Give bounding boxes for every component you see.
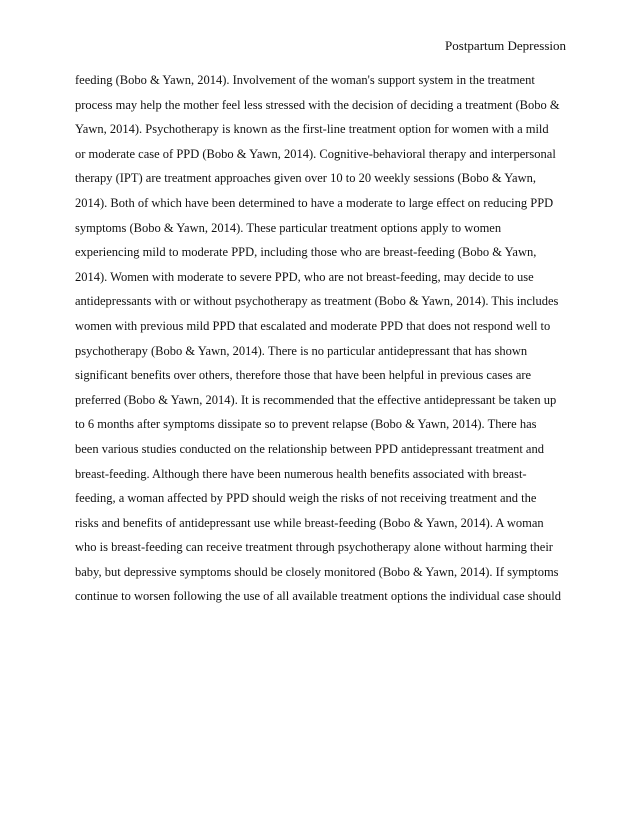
text-line: experiencing mild to moderate PPD, including those who are breast-feeding (Bobo & Yawn, — [75, 245, 537, 260]
running-head: Postpartum Depression — [445, 38, 566, 53]
text-line: who is breast-feeding can receive treatment through psychotherapy alone without harming their — [75, 540, 553, 555]
text-line: therapy (IPT) are treatment approaches given over 10 to 20 weekly sessions (Bobo & Yawn, — [75, 171, 536, 186]
text-line: or moderate case of PPD (Bobo & Yawn, 2014). Cognitive-behavioral therapy and interpersonal — [75, 146, 556, 161]
text-line: significant benefits over others, therefore those that have been helpful in previous cases are — [75, 368, 532, 383]
text-line: baby, but depressive symptoms should be closely monitored (Bobo & Yawn, 2014). If symptoms — [75, 564, 559, 579]
text-line: symptoms (Bobo & Yawn, 2014). These particular treatment options apply to women — [75, 220, 502, 235]
text-line: Yawn, 2014). Psychotherapy is known as the first-line treatment option for women with a mild — [75, 122, 549, 137]
text-line: been various studies conducted on the relationship between PPD antidepressant treatment and — [75, 441, 544, 456]
text-line: preferred (Bobo & Yawn, 2014). It is recommended that the effective antidepressant be taken up — [75, 392, 557, 407]
text-line: 2014). Women with moderate to severe PPD, who are not breast-feeding, may decide to use — [75, 269, 534, 284]
text-line: continue to worsen following the use of all available treatment options the individual case should — [75, 589, 561, 604]
text-line: psychotherapy (Bobo & Yawn, 2014). There is no particular antidepressant that has shown — [75, 343, 528, 358]
text-line: feeding (Bobo & Yawn, 2014). Involvement of the woman's support system in the treatment — [75, 73, 535, 87]
text-line: risks and benefits of antidepressant use while breast-feeding (Bobo & Yawn, 2014). A woman — [75, 515, 544, 530]
text-line: women with previous mild PPD that escalated and moderate PPD that does not respond well to — [75, 318, 551, 333]
text-line: breast-feeding. Although there have been numerous health benefits associated with breast- — [75, 466, 527, 481]
text-line: to 6 months after symptoms dissipate so to prevent relapse (Bobo & Yawn, 2014). There has — [75, 417, 537, 432]
body-paragraph — [75, 68, 575, 609]
text-line: process may help the mother feel less stressed with the decision of deciding a treatment (Bobo & — [75, 97, 560, 112]
text-line: antidepressants with or without psychotherapy as treatment (Bobo & Yawn, 2014). This includes — [75, 294, 559, 309]
text-line: feeding, a woman affected by PPD should weigh the risks of not receiving treatment and the — [75, 491, 537, 506]
text-line: 2014). Both of which have been determined to have a moderate to large effect on reducing PPD — [75, 195, 554, 210]
